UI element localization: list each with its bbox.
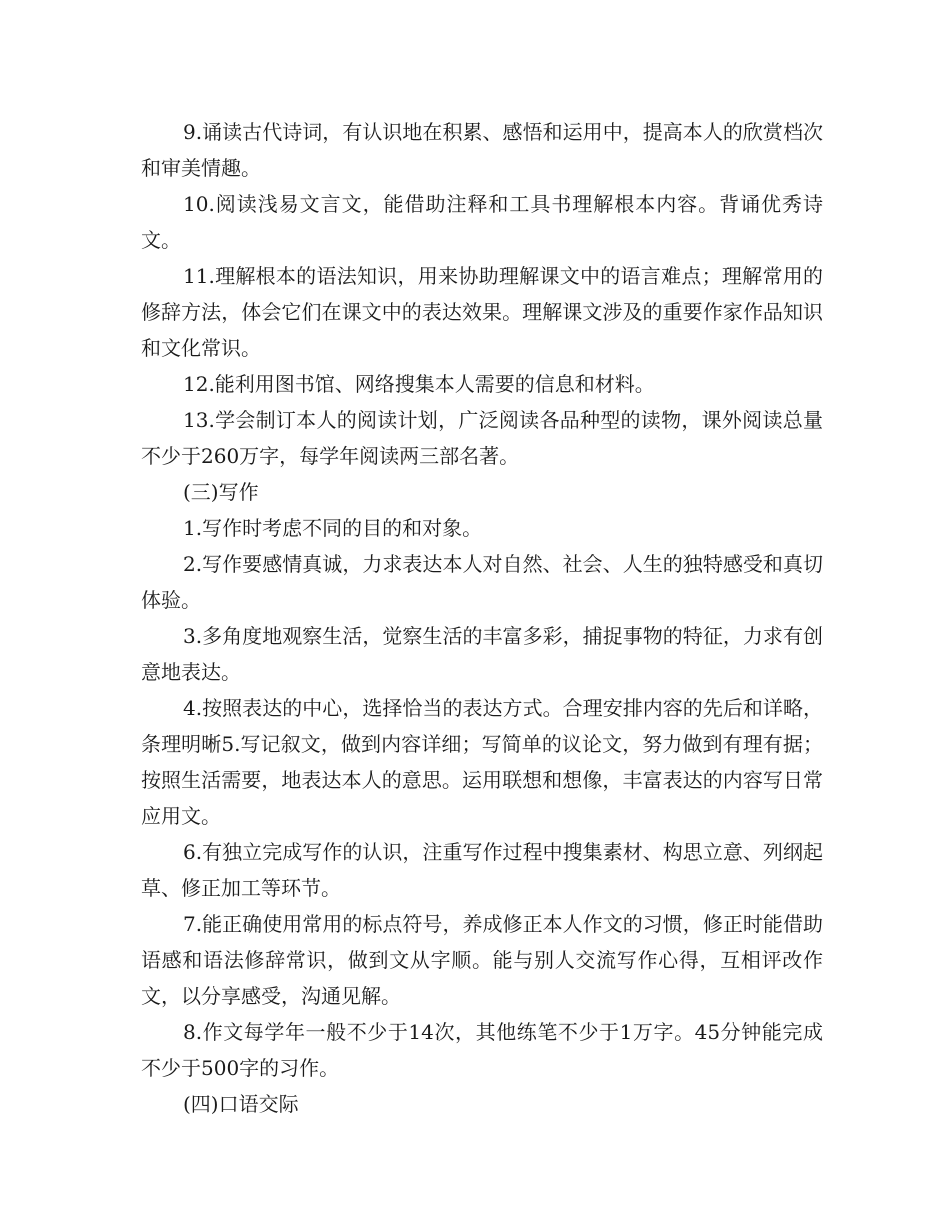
paragraph-writing-4: 4.按照表达的中心，选择恰当的表达方式。合理安排内容的先后和详略，条理明晰5.写记叙文，做到内容详细；写简单的议论文，努力做到有理有据；按照生活需要，地表达本人的意思。运用联想和想像，丰富表达的内容写日常应用文。	[141, 696, 823, 828]
document-body	[141, 114, 823, 1122]
paragraph-writing-7: 7.能正确使用常用的标点符号，养成修正本人作文的习惯，修正时能借助语感和语法修辞常识，做到文从字顺。能与别人交流写作心得，互相评改作文，以分享感受，沟通见解。	[141, 912, 823, 1008]
paragraph-item-10: 10.阅读浅易文言文，能借助注释和工具书理解根本内容。背诵优秀诗文。	[141, 192, 823, 252]
paragraph-item-9: 9.诵读古代诗词，有认识地在积累、感悟和运用中，提高本人的欣赏档次和审美情趣。	[141, 120, 823, 180]
paragraph-writing-1: 1.写作时考虑不同的目的和对象。	[183, 516, 483, 540]
paragraph-item-13: 13.学会制订本人的阅读计划，广泛阅读各品种型的读物，课外阅读总量不少于260万字，每学年阅读两三部名著。	[141, 408, 823, 468]
paragraph-writing-3: 3.多角度地观察生活，觉察生活的丰富多彩，捕捉事物的特征，力求有创意地表达。	[141, 624, 823, 684]
paragraph-writing-2: 2.写作要感情真诚，力求表达本人对自然、社会、人生的独特感受和真切体验。	[141, 552, 823, 612]
paragraph-writing-8: 8.作文每学年一般不少于14次，其他练笔不少于1万字。45分钟能完成不少于500字的习作。	[141, 1020, 823, 1080]
section-heading-writing: (三)写作	[183, 480, 259, 504]
paragraph-item-11: 11.理解根本的语法知识，用来协助理解课文中的语言难点；理解常用的修辞方法，体会它们在课文中的表达效果。理解课文涉及的重要作家作品知识和文化常识。	[141, 264, 823, 360]
paragraph-item-12: 12.能利用图书馆、网络搜集本人需要的信息和材料。	[183, 372, 655, 396]
section-heading-oral-communication: (四)口语交际	[183, 1092, 299, 1116]
paragraph-writing-6: 6.有独立完成写作的认识，注重写作过程中搜集素材、构思立意、列纲起草、修正加工等环节。	[141, 840, 823, 900]
